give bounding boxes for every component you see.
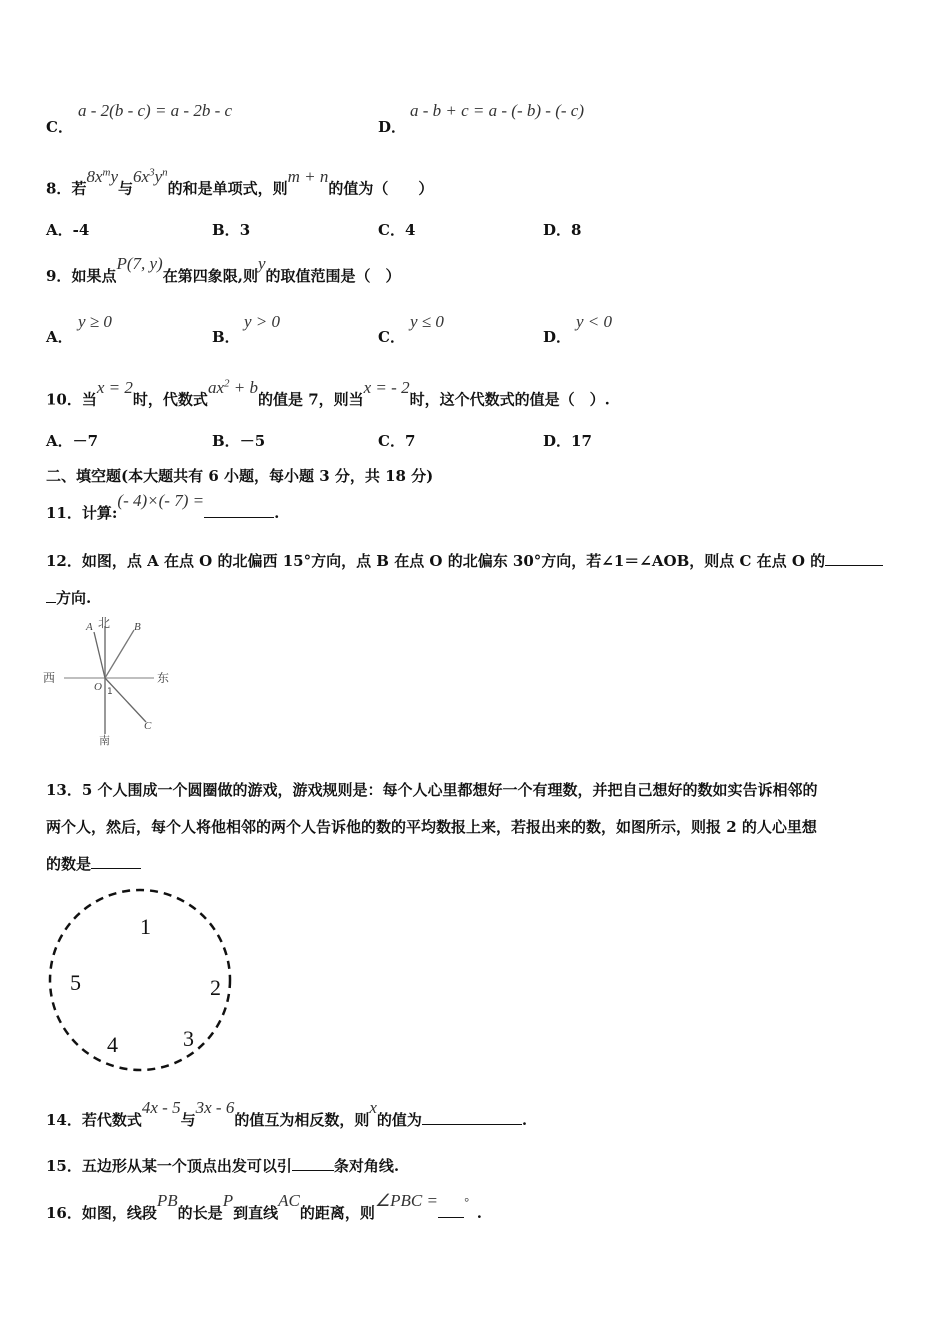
q10-option-b: B．－5 [212, 432, 266, 450]
q13-circle-figure [40, 880, 240, 1080]
q13-number-1: 1 [140, 914, 151, 939]
q15-stem: 15．五边形从某一个顶点出发可以引 条对角线. [46, 1157, 400, 1175]
q11-answer-blank[interactable] [204, 503, 274, 518]
section-fill-blank-title: 二、填空题(本大题共有 6 小题，每小题 3 分，共 18 分) [46, 467, 434, 485]
q10-option-a: A．－7 [46, 432, 99, 450]
q12-ray-ob [105, 630, 134, 678]
q12-ray-oa [94, 632, 105, 678]
q13-answer-blank[interactable] [91, 854, 141, 869]
q8-stem: 8．若$8x^my$与$6x^3y^n$的和是单项式，则m + n的值为（ ） [46, 166, 434, 198]
q9-stem: 9．如果点P(7, y)在第四象限,则y的取值范围是（ ） [46, 254, 401, 285]
q13-line3: 的数是 [46, 854, 141, 874]
q14-answer-blank[interactable] [422, 1110, 522, 1125]
q9-option-b-expr: y > 0 [244, 312, 281, 331]
q8-option-c: C．4 [378, 221, 416, 239]
q13-number-5: 5 [70, 970, 81, 995]
q12-compass-figure [40, 612, 180, 747]
q9-option-d-label: D． [543, 328, 572, 346]
q10-stem: 10．当x = 2时，代数式$ax^2 + b$的值是 7，则当x = - 2时，这个代数式的值是（ ）. [46, 377, 610, 409]
q12-label-b: B [134, 621, 141, 633]
q9-option-a-label: A． [46, 328, 73, 346]
q7-option-c-expr: a - 2(b - c) = a - 2b - c [78, 101, 233, 120]
q12-line2: 方向. [46, 588, 91, 608]
q13-line2: 两个人，然后，每个人将他相邻的两个人告诉他的数的平均数报上来，若报出来的数，如图所示，则报 2 的人心里想 [46, 818, 817, 836]
q8-option-b: B．3 [212, 221, 251, 239]
q7-option-d-expr: a - b + c = a - (- b) - (- c) [410, 101, 584, 120]
q12-label-c: C [144, 720, 152, 732]
q9-option-d-expr: y < 0 [576, 312, 613, 331]
q9-option-c-expr: y ≤ 0 [410, 312, 444, 331]
q13-number-3: 3 [183, 1026, 194, 1051]
q12-label-angle1: 1 [107, 687, 113, 697]
q13-number-2: 2 [210, 975, 221, 1000]
q12-label-west: 西 [43, 671, 56, 685]
q12-label-south: 南 [99, 734, 110, 747]
q8-option-a: A．-4 [46, 221, 90, 239]
q12-label-east: 东 [157, 671, 170, 685]
q7-option-d-label: D． [378, 118, 407, 136]
q7-option-c-label: C． [46, 118, 73, 136]
q12-label-a: A [86, 621, 93, 633]
q12-answer-blank[interactable] [825, 551, 883, 566]
q10-option-d: D．17 [543, 432, 592, 450]
q9-option-c-label: C． [378, 328, 405, 346]
q12-ray-oc [105, 678, 146, 722]
q12-label-north: 北 [98, 616, 111, 630]
q9-option-a-expr: y ≥ 0 [78, 312, 112, 331]
q13-number-4: 4 [107, 1032, 118, 1057]
q16-answer-blank[interactable] [438, 1203, 464, 1218]
q15-answer-blank[interactable] [292, 1156, 334, 1171]
q10-option-c: C．7 [378, 432, 416, 450]
q12-label-o: O [94, 681, 102, 693]
q14-stem: 14．若代数式4x - 5与3x - 6的值互为相反数，则x的值为 . [46, 1098, 528, 1129]
q12-line1: 12．如图，点 A 在点 O 的北偏西 15°方向，点 B 在点 O 的北偏东 30°方向，若∠1＝∠AOB，则点 C 在点 O 的 [46, 551, 883, 571]
q11-stem: 11．计算:(- 4)×(- 7) =. [46, 491, 280, 522]
q8-option-d: D．8 [543, 221, 582, 239]
q9-option-b-label: B． [212, 328, 240, 346]
q13-line1: 13．5 个人围成一个圆圈做的游戏，游戏规则是：每个人心里都想好一个有理数，并把自己想好的数如实告诉相邻的 [46, 781, 818, 799]
q16-stem: 16．如图，线段PB的长是P到直线AC的距离，则∠PBC = °. [46, 1191, 482, 1222]
